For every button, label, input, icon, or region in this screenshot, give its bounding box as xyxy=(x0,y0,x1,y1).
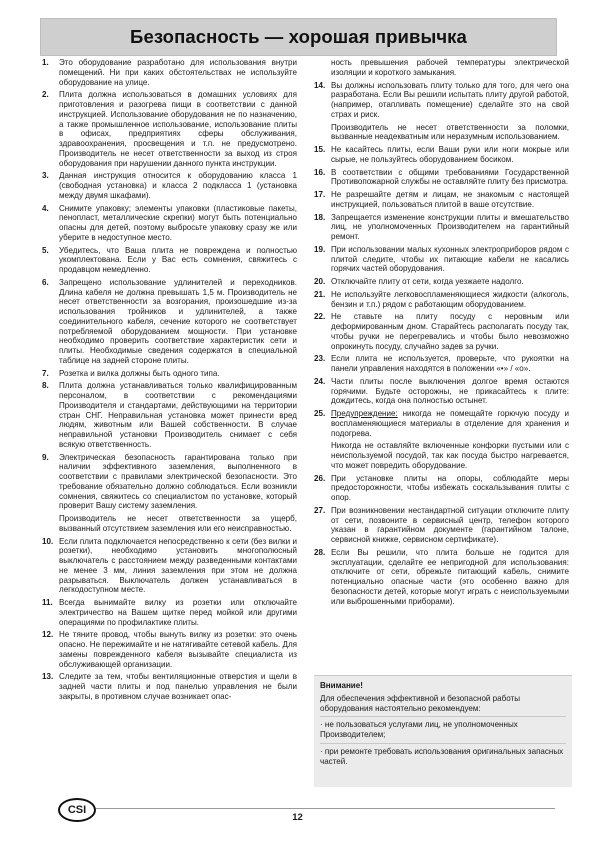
item-number: 9. xyxy=(42,452,49,462)
item-continuation: Производитель не несет ответственности за ущерб, вызванный отсутствием заземления или его неисправностью. xyxy=(59,514,297,533)
item-number: 16. xyxy=(314,167,326,177)
item-text: Не касайтесь плиты, если Ваши руки или ноги мокрые или сырые, не пользуйтесь оборудованием босиком. xyxy=(331,145,569,164)
list-item xyxy=(42,90,297,168)
item-number: 14. xyxy=(314,80,326,90)
list-item xyxy=(42,171,297,200)
item-number: 19. xyxy=(314,244,326,254)
item-text: Плита должна устанавливаться только квалифицированным персоналом, в соответствии с рекомендациями Производителя и стандартами, действующими на территории стран СНГ. Неправильная установка может принести вред людям, животным или Вашей собственности. В случае неправильной установки Производитель снимает с себя всякую ответственность. xyxy=(59,381,297,449)
item-text: Следите за тем, чтобы вентиляционные отверстия и щели в задней части плиты и под панелью управления не были закрыты, в противном случае возникает опас- xyxy=(59,672,297,701)
divider xyxy=(320,716,566,717)
item-text: Запрещается изменение конструкции плиты и вмешательство лиц, не уполномоченных Производителем на гарантийный ремонт. xyxy=(331,212,569,241)
item-number: 23. xyxy=(314,354,326,364)
list-item xyxy=(42,246,297,275)
item-text: Если плита подключается непосредственно к сети (без вилки и розетки), необходимо установить многополюсный выключатель с расстоянием между разведенными контактами не менее 3 мм, линия заземления при этом не должна разрываться. Выключатель должен устанавливаться в легкодоступном месте. xyxy=(59,536,297,595)
item-text: Розетка и вилка должны быть одного типа. xyxy=(59,368,220,378)
item-text: Не тяните провод, чтобы вынуть вилку из розетки: это очень опасно. Не пережимайте и не натягивайте сетевой кабель. Для замены поврежденного кабеля вызывайте специалиста из обслуживающей организации. xyxy=(59,630,297,669)
item-text: Если плита не используется, проверьте, что рукоятки на панели управления находятся в положении «•» / «o». xyxy=(331,354,569,373)
item-text: При установке плиты на опоры, соблюдайте меры предосторожности, чтобы избежать соскальзывания плиты с опор. xyxy=(331,473,569,502)
list-item xyxy=(42,278,297,366)
item-text: Не используйте легковоспламеняющиеся жидкости (алкоголь, бензин и т.п.) рядом с работающим оборудованием. xyxy=(331,289,569,309)
item-number: 10. xyxy=(42,536,54,546)
list-item xyxy=(314,213,569,242)
item-text: Данная инструкция относится к оборудованию класса 1 (свободная установка) и класса 2 подкласса 1 (установка между двумя шкафами). xyxy=(59,171,297,200)
item-text: Снимите упаковку; элементы упаковки (пластиковые пакеты, пенопласт, металлические скрепки) могут быть потенциально опасны для детей, поэтому выбросьте упаковку сразу же или уберите в недоступное место. xyxy=(59,203,297,242)
divider xyxy=(320,743,566,744)
item-number: 4. xyxy=(42,203,49,213)
csi-logo: CSI xyxy=(58,798,96,822)
warning-label: Предупреждение: xyxy=(331,409,398,418)
item-continuation: Никогда не оставляйте включенные конфорки пустыми или с неиспользуемой посудой, так как посуда быстро нагревается, что может повредить оборудование. xyxy=(331,441,569,470)
list-item xyxy=(314,409,569,438)
item-number: 17. xyxy=(314,190,326,199)
page-number: 12 xyxy=(292,812,303,823)
item-number: 3. xyxy=(42,171,49,181)
item-number: 24. xyxy=(314,376,326,386)
item-number: 18. xyxy=(314,212,326,222)
attention-point: · при ремонте требовать использования оригинальных запасных частей. xyxy=(320,746,564,766)
item-number: 25. xyxy=(314,409,326,418)
list-item xyxy=(314,354,569,374)
attention-point: · не пользоваться услугами лиц, не уполномоченных Производителем; xyxy=(320,720,518,739)
list-item xyxy=(314,168,569,188)
item-text xyxy=(331,409,569,438)
list-item xyxy=(314,474,569,503)
item-number: 2. xyxy=(42,90,49,100)
page-header xyxy=(40,18,557,56)
item-text: Всегда вынимайте вилку из розетки или отключайте электричество на Вашем щитке перед мойкой или другими операциями по профилактике плиты. xyxy=(59,598,297,627)
item-text: При возникновении нестандартной ситуации отключите плиту от сети, позвоните в сервисный центр, телефон которого указан в гарантийном документе (гарантийном талоне, сервисной книжке, сервисном сертификате). xyxy=(331,505,569,544)
list-item xyxy=(314,548,569,607)
item-text: Это оборудование разработано для использования внутри помещений. Ни при каких обстоятельствах не используйте оборудование на улице. xyxy=(59,58,297,87)
attention-box xyxy=(314,675,572,787)
list-item xyxy=(42,598,297,627)
list-item xyxy=(314,506,569,545)
item-number: 11. xyxy=(42,598,53,607)
list-item xyxy=(42,672,297,701)
list-item xyxy=(314,190,569,210)
item-number: 27. xyxy=(314,505,326,515)
list-item xyxy=(314,312,569,351)
item-number: 28. xyxy=(314,547,326,557)
list-item xyxy=(42,453,297,512)
left-column xyxy=(42,58,297,705)
list-item xyxy=(42,537,297,596)
item-text: Отключайте плиту от сети, когда уезжаете надолго. xyxy=(331,277,524,286)
item-text: Если Вы решили, что плита больше не годится для эксплуатации, сделайте ее непригодной для использования: отключите от сети, обрежьте питающий кабель, снимите потенциально опасные части (это особенно важно для безопасности детей, которые могут играть с неиспользуемыми или выброшенными приборами). xyxy=(331,547,569,606)
item-text: В соответствии с общими требованиями Государственной Противопожарной службы не оставляйте плиту без присмотра. xyxy=(331,167,569,187)
item-text: Электрическая безопасность гарантирована только при наличии эффективного заземления, выполненного в соответствии с правилами электрической безопасности. Это требование обязательно должно соблюдаться. Если возникли сомнения, свяжитесь со специалистом по установке, который проверит Вашу систему заземления. xyxy=(59,452,297,511)
list-item xyxy=(42,369,297,379)
list-item xyxy=(314,245,569,274)
attention-title: Внимание! xyxy=(320,681,363,690)
item-text: Части плиты после выключения долгое время остаются горячими. Будьте осторожны, не прикасайтесь к плите: дождитесь, когда она полностью остынет. xyxy=(331,376,569,406)
list-item xyxy=(314,377,569,406)
list-item xyxy=(42,381,297,449)
attention-intro: Для обеспечения эффективной и безопасной работы оборудования настоятельно рекомендуем: xyxy=(320,693,520,713)
item-text: Не ставьте на плиту посуду с неровным или деформированным дном. Старайтесь располагать посуду так, чтобы ручки не перегревались и чтобы было невозможно опрокинуть посуду, случайно задев за ручки. xyxy=(331,312,569,351)
item-number: 15. xyxy=(314,145,326,154)
item-text: Запрещено использование удлинителей и переходников. Длина кабеля не должна превышать 1,5 м. Производитель не несет ответственности за возгорания, произошедшие из-за использования тройников и удлинителей, а также соединительного кабеля, сечение которого не соответствует потребляемой оборудованием мощности. При установке необходимо проверить соответствие характеристик сети и плиты. Необходимые сведения содержатся в специальной таблице на задней стороне плиты. xyxy=(59,277,297,365)
item-text-rest: никогда не помещайте горючую посуду и воспламеняющиеся материалы в отделение для хранения и подогрева. xyxy=(331,409,569,438)
item-number: 12. xyxy=(42,630,54,640)
item-number: 26. xyxy=(314,473,326,483)
item-number: 6. xyxy=(42,277,49,287)
item-number: 22. xyxy=(314,312,326,322)
list-item xyxy=(314,81,569,120)
item-number: 1. xyxy=(42,58,49,67)
item-text: Не разрешайте детям и лицам, не знакомым с настоящей инструкцией, пользоваться плитой в ваше отсутствие. xyxy=(331,190,569,209)
footer-divider xyxy=(96,808,555,809)
item-text: Вы должны использовать плиту только для того, для чего она разработана. Если Вы решили испытать плиту другой работой, (например, отапливать помещение) сделайте это на свой страх и риск. xyxy=(331,80,569,119)
item-number: 21. xyxy=(314,289,326,299)
list-item xyxy=(314,290,569,310)
item-number: 13. xyxy=(42,672,54,682)
list-item xyxy=(42,204,297,243)
list-item xyxy=(42,630,297,669)
list-item xyxy=(42,58,297,87)
item-text: Убедитесь, что Ваша плита не повреждена и полностью укомплектована. Если у Вас есть сомнения, свяжитесь с продавцом немедленно. xyxy=(59,245,297,274)
item-text: При использовании малых кухонных электроприборов рядом с плитой следите, чтобы их питающие кабели не касались горячих частей оборудования. xyxy=(331,244,569,274)
right-column xyxy=(314,58,569,609)
page-title: Безопасность — хорошая привычка xyxy=(130,26,467,47)
item-number: 5. xyxy=(42,245,49,255)
item-number: 7. xyxy=(42,368,49,378)
item-continuation: Производитель не несет ответственности за поломки, вызванные неадекватным или неразумным использованием. xyxy=(331,122,569,142)
item-number: 20. xyxy=(314,277,326,286)
item-continuation: ность превышения рабочей температуры электрической изоляции и короткого замыкания. xyxy=(331,58,569,77)
list-item xyxy=(314,277,569,287)
item-number: 8. xyxy=(42,381,49,391)
list-item xyxy=(314,145,569,165)
item-text: Плита должна использоваться в домашних условиях для приготовления и разогрева пищи в соответствии с данной инструкцией. Использование оборудования не по назначению, а также промышленное использование, использование плиты в офисах, предприятиях сферы обслуживания, здравоохранения, просвещения и т.п. не предусмотрено. Производитель не несет ответственности за выход из строя оборудования при нарушении данного пункта инструкции. xyxy=(59,90,297,168)
